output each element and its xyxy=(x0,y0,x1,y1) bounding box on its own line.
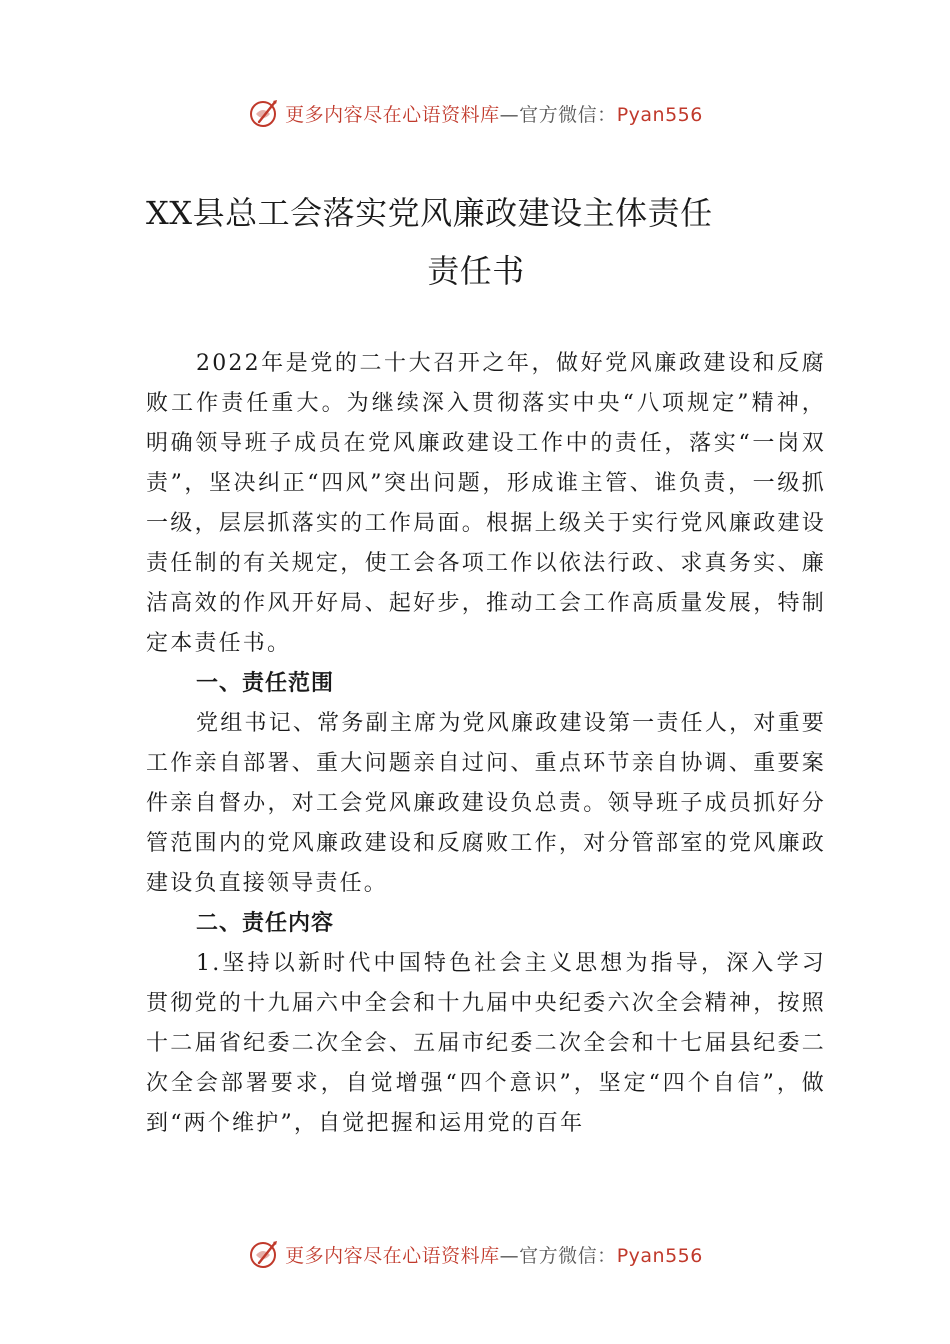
logo-icon xyxy=(247,1237,281,1271)
watermark-content xyxy=(247,96,703,130)
watermark-account: Pyan556 xyxy=(616,1244,703,1267)
watermark-site-name: 更多内容尽在心语资料库 xyxy=(285,103,500,126)
watermark-content xyxy=(247,1237,703,1271)
watermark-separator: — xyxy=(499,1244,520,1267)
document-title-line-1: XX县总工会落实党风廉政建设主体责任 xyxy=(146,194,713,232)
watermark-site-name: 更多内容尽在心语资料库 xyxy=(285,1244,500,1267)
document-body xyxy=(146,344,826,1144)
section-heading-scope: 一、责任范围 xyxy=(196,671,335,696)
watermark-account: Pyan556 xyxy=(616,103,703,126)
header-watermark xyxy=(0,95,950,131)
content-paragraph-1: 1.坚持以新时代中国特色社会主义思想为指导，深入学习贯彻党的十九届六中全会和十九届中央纪委六次全会精神，按照十二届省纪委二次全会、五届市纪委二次全会和十七届县纪委二次全会部署要求，自觉增强“四个意识”，坚定“四个自信”，做到“两个维护”，自觉把握和运用党的百年 xyxy=(146,951,826,1136)
watermark-separator: — xyxy=(499,103,520,126)
document-title xyxy=(146,186,806,298)
intro-paragraph: 2022年是党的二十大召开之年，做好党风廉政建设和反腐败工作责任重大。为继续深入贯彻落实中央“八项规定”精神，明确领导班子成员在党风廉政建设工作中的责任，落实“一岗双责”，坚决纠正“四风”突出问题，形成谁主管、谁负责，一级抓一级，层层抓落实的工作局面。根据上级关于实行党风廉政建设责任制的有关规定，使工会各项工作以依法行政、求真务实、廉洁高效的作风开好局、起好步，推动工会工作高质量发展，特制定本责任书。 xyxy=(146,351,826,656)
watermark-label: 官方微信： xyxy=(519,103,617,126)
scope-paragraph: 党组书记、常务副主席为党风廉政建设第一责任人，对重要工作亲自部署、重大问题亲自过问、重点环节亲自协调、重要案件亲自督办，对工会党风廉政建设负总责。领导班子成员抓好分管范围内的党风廉政建设和反腐败工作，对分管部室的党风廉政建设负直接领导责任。 xyxy=(146,711,826,896)
document-title-line-2: 责任书 xyxy=(427,252,525,290)
watermark-label: 官方微信： xyxy=(519,1244,617,1267)
watermark-text xyxy=(285,1241,703,1268)
logo-icon xyxy=(247,96,281,130)
section-heading-content: 二、责任内容 xyxy=(196,911,335,936)
watermark-text xyxy=(285,100,703,127)
footer-watermark xyxy=(0,1236,950,1272)
